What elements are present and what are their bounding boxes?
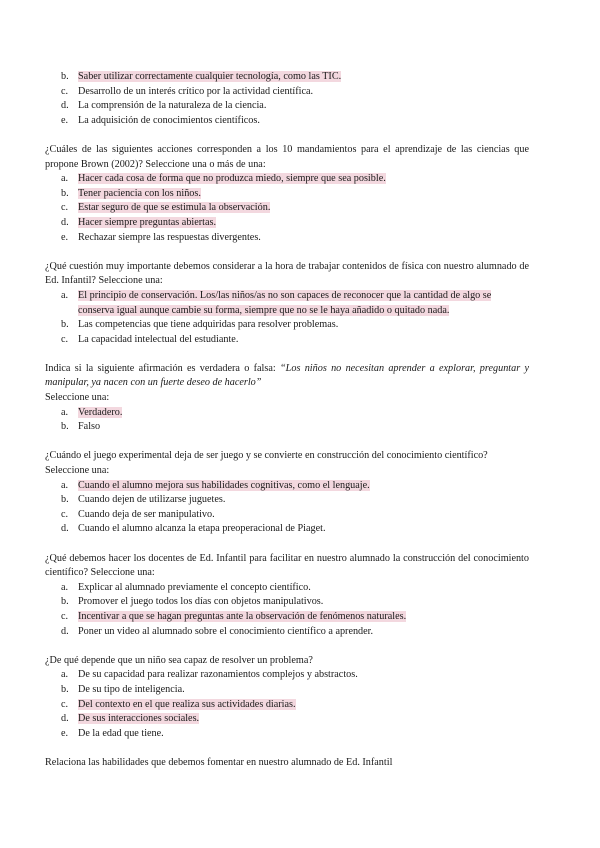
option-c [45,333,529,348]
option-letter: c. [61,610,69,622]
option-text: Hacer siempre preguntas abiertas. [78,216,217,228]
option-letter: a. [61,289,69,301]
question-7 [45,654,529,742]
option-text: La capacidad intelectual del estudiante. [78,333,239,345]
option-a [45,479,529,494]
option-text: Explicar al alumnado previamente el concepto científico. [78,581,311,593]
option-letter: d. [61,713,69,725]
option-e [45,231,529,246]
option-text: Hacer cada cosa de forma que no produzca miedo, siempre que sea posible. [78,173,386,185]
option-a [45,289,529,318]
option-c [45,698,529,713]
option-letter: b. [61,187,69,199]
option-letter: c. [61,333,69,345]
option-a [45,406,529,421]
option-letter: b. [61,319,69,331]
option-letter: b. [61,494,69,506]
option-d [45,625,529,640]
question-text: ¿Qué cuestión muy importante debemos considerar a la hora de trabajar contenidos de física con nuestro alumnado de Ed. Infantil? Seleccione una: [45,260,529,287]
option-text: Cuando el alumno mejora sus habilidades cognitivas, como el lenguaje. [78,479,370,491]
option-letter: a. [61,581,69,593]
options-list [45,70,529,128]
option-text: Cuando dejen de utilizarse juguetes. [78,494,226,506]
options-list [45,172,529,245]
option-text: Saber utilizar correctamente cualquier tecnología, como las TIC. [78,71,342,82]
question-stem [45,362,529,391]
option-letter: d. [61,523,69,535]
option-letter: d. [61,625,69,637]
option-d [45,522,529,537]
option-b [45,493,529,508]
options-list [45,479,529,537]
option-text: De su tipo de inteligencia. [78,683,185,695]
quiz-content [45,70,529,771]
question-prompt: Seleccione una: [45,392,110,404]
option-letter: e. [61,231,69,243]
option-letter: a. [61,173,69,185]
question-text: ¿Qué debemos hacer los docentes de Ed. Infantil para facilitar en nuestro alumnado la construcción del conocimiento científico? Seleccione una: [45,552,529,579]
option-text: Del contexto en el que realiza sus actividades diarias. [78,698,296,710]
question-2 [45,143,529,245]
option-b [45,70,529,85]
option-letter: a. [61,479,69,491]
option-text: Desarrollo de un interés crítico por la actividad científica. [78,85,314,97]
question-text: ¿Cuáles de las siguientes acciones corresponden a los 10 mandamientos para el aprendizaje de las ciencias que propone Brown (2002)? Seleccione una o más de una: [45,143,529,170]
option-letter: a. [61,406,69,418]
option-text: Incentivar a que se hagan preguntas ante la observación de fenómenos naturales. [78,610,407,622]
option-b [45,595,529,610]
option-letter: b. [61,71,69,82]
option-d [45,712,529,727]
option-text: De sus interacciones sociales. [78,713,200,725]
option-letter: e. [61,727,69,739]
options-list [45,289,529,347]
option-b [45,420,529,435]
option-c [45,610,529,625]
option-text: De su capacidad para realizar razonamientos complejos y abstractos. [78,669,358,681]
option-text: Cuando deja de ser manipulativo. [78,508,215,520]
option-e [45,114,529,129]
option-text: Tener paciencia con los niños. [78,187,201,199]
option-letter: b. [61,421,69,433]
option-b [45,318,529,333]
option-text: Rechazar siempre las respuestas divergentes. [78,231,261,243]
option-text: Cuando el alumno alcanza la etapa preoperacional de Piaget. [78,523,326,535]
option-text: De la edad que tiene. [78,727,164,739]
option-letter: b. [61,596,69,608]
options-list [45,406,529,435]
option-letter: e. [61,114,69,126]
question-1 [45,70,529,128]
next-question-text: Relaciona las habilidades que debemos fomentar en nuestro alumnado de Ed. Infantil [45,756,393,768]
question-text: ¿De qué depende que un niño sea capaz de resolver un problema? [45,654,313,666]
option-letter: b. [61,683,69,695]
option-text: Poner un video al alumnado sobre el conocimiento científico a aprender. [78,625,374,637]
question-prompt: Seleccione una: [45,465,110,477]
option-letter: c. [61,508,69,520]
question-text: Indica si la siguiente afirmación es verdadera o falsa: [45,362,276,374]
options-list [45,668,529,741]
options-list [45,581,529,639]
option-a [45,172,529,187]
option-letter: c. [61,85,69,97]
option-text: El principio de conservación. Los/las niños/as no son capaces de reconocer que la cantidad de algo se conserva igual aunque cambie su forma, siempre que no se le haya añadido o quitado nada. [78,289,492,316]
option-letter: d. [61,216,69,228]
option-c [45,85,529,100]
option-d [45,99,529,114]
option-letter: c. [61,202,69,214]
option-text: Las competencias que tiene adquiridas para resolver problemas. [78,319,339,331]
option-e [45,727,529,742]
option-b [45,187,529,202]
question-quote: “Los niños no necesitan aprender a explorar, preguntar y manipular, ya nacen con un fuerte deseo de hacerlo” [45,362,529,389]
option-text: La comprensión de la naturaleza de la ciencia. [78,100,267,112]
option-c [45,508,529,523]
option-letter: d. [61,100,69,112]
option-text: La adquisición de conocimientos científicos. [78,114,260,126]
option-d [45,216,529,231]
option-letter: a. [61,669,69,681]
option-text: Falso [78,421,101,433]
option-text: Verdadero. [78,406,123,418]
question-4 [45,362,529,435]
question-3 [45,260,529,348]
option-text: Estar seguro de que se estimula la observación. [78,202,271,214]
question-text: ¿Cuándo el juego experimental deja de ser juego y se convierte en construcción del conocimiento científico? [45,450,488,462]
option-text: Promover el juego todos los días con objetos manipulativos. [78,596,324,608]
option-b [45,683,529,698]
question-5 [45,449,529,537]
option-c [45,201,529,216]
question-6 [45,552,529,640]
option-letter: c. [61,698,69,710]
option-a [45,668,529,683]
option-a [45,581,529,596]
